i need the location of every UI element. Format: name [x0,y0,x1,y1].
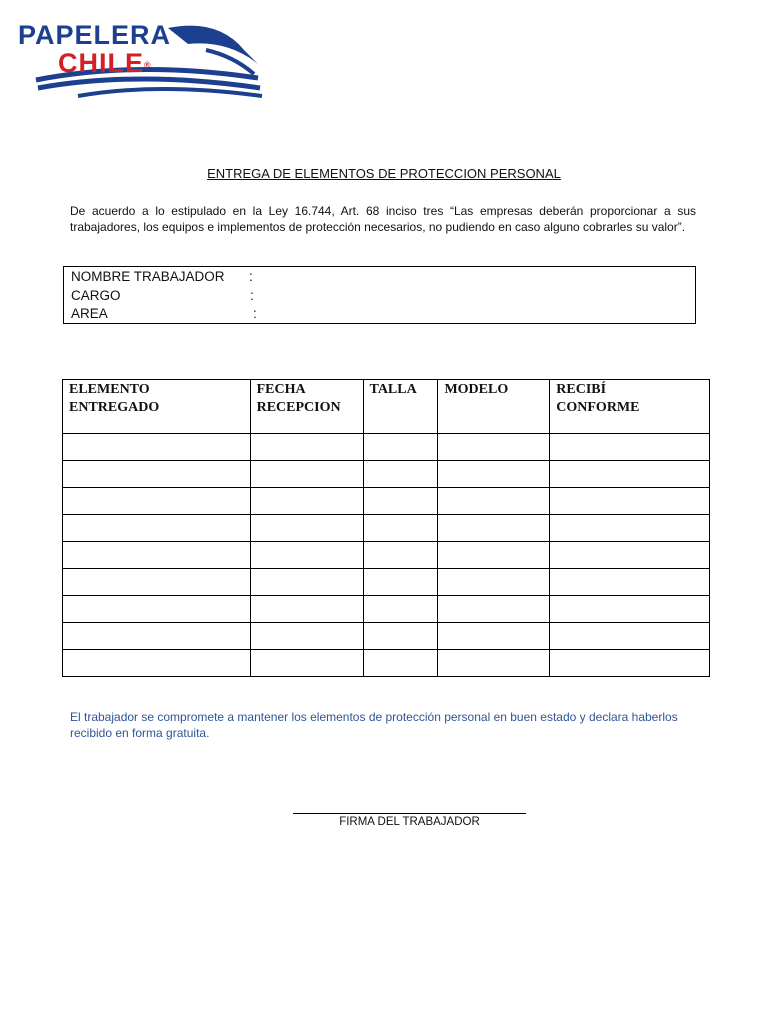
table-body [63,434,710,677]
table-cell[interactable] [250,434,363,461]
table-cell[interactable] [63,542,251,569]
table-cell[interactable] [363,596,438,623]
worker-area-label: AREA [71,306,108,321]
table-cell[interactable] [250,515,363,542]
document-title: ENTREGA DE ELEMENTOS DE PROTECCION PERSONAL [207,166,561,181]
table-cell[interactable] [438,569,550,596]
header-recibi-conforme: RECIBÍ CONFORME [550,380,710,434]
table-cell[interactable] [363,515,438,542]
table-cell[interactable] [438,596,550,623]
legal-intro-paragraph: De acuerdo a lo estipulado en la Ley 16.744, Art. 68 inciso tres “Las empresas deberán proporcionar a sus trabajadores, los equipos e implementos de protección necesarios, no pudiendo en caso alguno cobrarles su valor”. [70,204,696,234]
table-cell[interactable] [438,461,550,488]
worker-cargo-row [71,288,254,303]
table-cell[interactable] [63,650,251,677]
table-cell[interactable] [63,596,251,623]
worker-area-row [71,306,257,321]
worker-cargo-label: CARGO [71,288,121,303]
worker-area-colon: : [253,306,257,321]
worker-cargo-field[interactable] [261,288,681,303]
table-cell[interactable] [550,434,710,461]
table-cell[interactable] [363,650,438,677]
logo-text-chile: CHILE® [58,48,152,78]
table-cell[interactable] [550,515,710,542]
worker-info-box [63,266,696,324]
table-cell[interactable] [63,434,251,461]
table-cell[interactable] [63,569,251,596]
table-cell[interactable] [63,488,251,515]
table-cell[interactable] [63,515,251,542]
table-cell[interactable] [363,569,438,596]
table-cell[interactable] [363,461,438,488]
table-cell[interactable] [438,650,550,677]
table-row [63,461,710,488]
worker-name-row [71,269,253,284]
table-cell[interactable] [438,488,550,515]
table-cell[interactable] [550,569,710,596]
signature-line[interactable] [293,813,526,814]
company-logo [18,20,264,100]
delivered-items-table [62,379,710,677]
table-cell[interactable] [550,650,710,677]
table-cell[interactable] [363,623,438,650]
table-cell[interactable] [550,542,710,569]
signature-label: FIRMA DEL TRABAJADOR [339,816,480,828]
table-cell[interactable] [250,461,363,488]
table-cell[interactable] [63,623,251,650]
header-modelo: MODELO [438,380,550,434]
table-header-row [63,380,710,434]
worker-commitment-text: El trabajador se compromete a mantener los elementos de protección personal en buen estado y declara haberlos recibido en forma gratuita. [70,710,678,740]
table-cell[interactable] [250,650,363,677]
table-cell[interactable] [438,515,550,542]
table-cell[interactable] [363,488,438,515]
worker-name-label: NOMBRE TRABAJADOR [71,269,225,284]
header-talla: TALLA [363,380,438,434]
table-row [63,515,710,542]
table-cell[interactable] [550,488,710,515]
table-cell[interactable] [63,461,251,488]
table-row [63,596,710,623]
table-cell[interactable] [438,434,550,461]
table-row [63,488,710,515]
table-cell[interactable] [250,596,363,623]
header-elemento-entregado: ELEMENTO ENTREGADO [63,380,251,434]
worker-name-field[interactable] [261,269,681,284]
table-cell[interactable] [250,488,363,515]
table-row [63,623,710,650]
worker-area-field[interactable] [261,306,681,321]
table-cell[interactable] [550,596,710,623]
table-cell[interactable] [438,542,550,569]
table-row [63,434,710,461]
registered-mark: ® [144,59,152,70]
table-row [63,569,710,596]
table-cell[interactable] [550,623,710,650]
table-row [63,542,710,569]
table-cell[interactable] [438,623,550,650]
table-cell[interactable] [363,542,438,569]
table-cell[interactable] [250,542,363,569]
worker-cargo-colon: : [250,288,254,303]
header-fecha-recepcion: FECHA RECEPCION [250,380,363,434]
table-cell[interactable] [250,623,363,650]
table-cell[interactable] [363,434,438,461]
logo-text-papelera: PAPELERA [18,20,172,50]
table-cell[interactable] [550,461,710,488]
table-row [63,650,710,677]
worker-name-colon: : [249,269,253,284]
table-cell[interactable] [250,569,363,596]
